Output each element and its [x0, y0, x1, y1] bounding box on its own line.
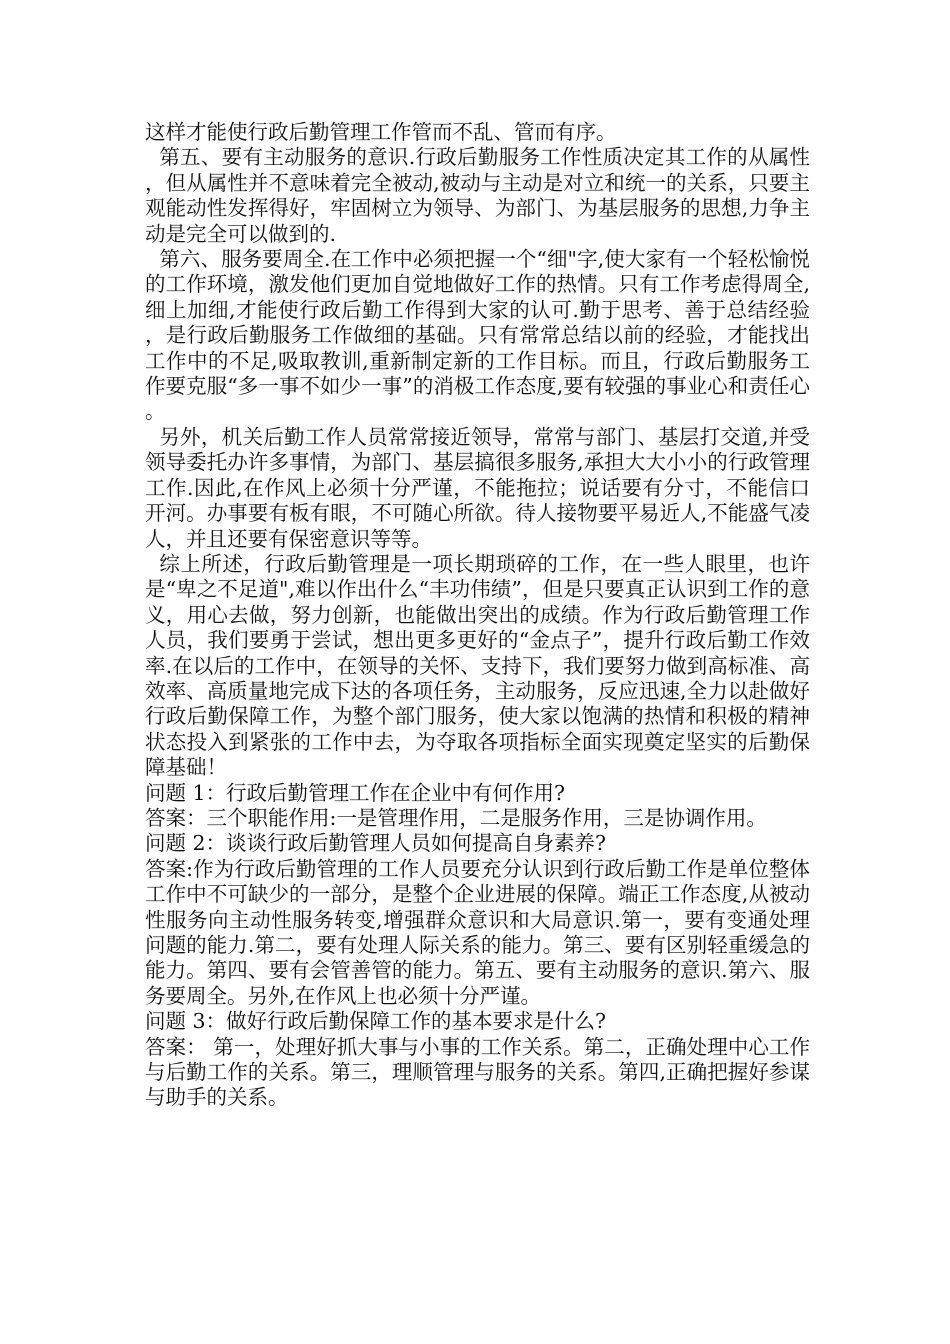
paragraph-additional: 另外，机关后勤工作人员常常接近领导，常常与部门、基层打交道,并受领导委托办许多事情，为部门、基层搞很多服务,承担大大小小的行政管理工作.因此,在作风上必须十分严谨，不能拖拉；说话要有分寸，不能信口开河。办事要有板有眼，不可随心所欲。待人接物要平易近人,不能盛气凌人，并且还要有保密意识等等。 [145, 424, 810, 551]
paragraph-continuation: 这样才能使行政后勤管理工作管而不乱、管而有序。 [145, 120, 617, 144]
document-body [145, 120, 810, 1111]
paragraph-sixth-point: 第六、服务要周全.在工作中必须把握一个“细"字,使大家有一个轻松愉悦的工作环境，激发他们更加自觉地做好工作的热情。只有工作考虑得周全,细上加细,才能使行政后勤工作得到大家的认可.勤于思考、善于总结经验，是行政后勤服务工作做细的基础。只有常常总结以前的经验，才能找出工作中的不足,吸取教训,重新制定新的工作目标。而且，行政后勤服务工作要克服“多一事不如少一事”的消极工作态度,要有较强的事业心和责任心。 [145, 247, 810, 424]
answer-3: 答案： 第一，处理好抓大事与小事的工作关系。第二，正确处理中心工作与后勤工作的关系。第三，理顺管理与服务的关系。第四,正确把握好参谋与助手的关系。 [145, 1034, 810, 1110]
question-2: 问题 2：谈谈行政后勤管理人员如何提高自身素养? [145, 831, 607, 856]
question-3: 问题 3：做好行政后勤保障工作的基本要求是什么? [145, 1009, 607, 1034]
answer-1: 答案：三个职能作用:一是管理作用，二是服务作用，三是协调作用。 [145, 805, 767, 830]
paragraph-conclusion: 综上所述，行政后勤管理是一项长期琐碎的工作，在一些人眼里，也许是“卑之不足道",难以作出什么“丰功伟绩”，但是只要真正认识到工作的意义，用心去做，努力创新，也能做出突出的成绩。作为行政后勤管理工作人员，我们要勇于尝试，想出更多更好的“金点子”，提升行政后勤工作效率.在以后的工作中，在领导的关怀、支持下，我们要努力做到高标准、高效率、高质量地完成下达的各项任务，主动服务，反应迅速,全力以赴做好行政后勤保障工作，为整个部门服务，使大家以饱满的热情和积极的精神状态投入到紧张的工作中去，为夺取各项指标全面实现奠定坚实的后勤保障基础！ [145, 551, 810, 780]
answer-2: 答案:作为行政后勤管理的工作人员要充分认识到行政后勤工作是单位整体工作中不可缺少的一部分，是整个企业进展的保障。端正工作态度,从被动性服务向主动性服务转变,增强群众意识和大局意识.第一，要有变通处理问题的能力.第二，要有处理人际关系的能力。第三、要有区别轻重缓急的能力。第四、要有会管善管的能力。第五、要有主动服务的意识.第六、服务要周全。另外,在作风上也必须十分严谨。 [145, 856, 810, 1008]
paragraph-fifth-point: 第五、要有主动服务的意识.行政后勤服务工作性质决定其工作的从属性，但从属性并不意味着完全被动,被动与主动是对立和统一的关系，只要主观能动性发挥得好，牢固树立为领导、为部门、为基层服务的思想,力争主动是完全可以做到的. [145, 145, 810, 246]
question-1: 问题 1：行政后勤管理工作在企业中有何作用? [145, 780, 566, 805]
